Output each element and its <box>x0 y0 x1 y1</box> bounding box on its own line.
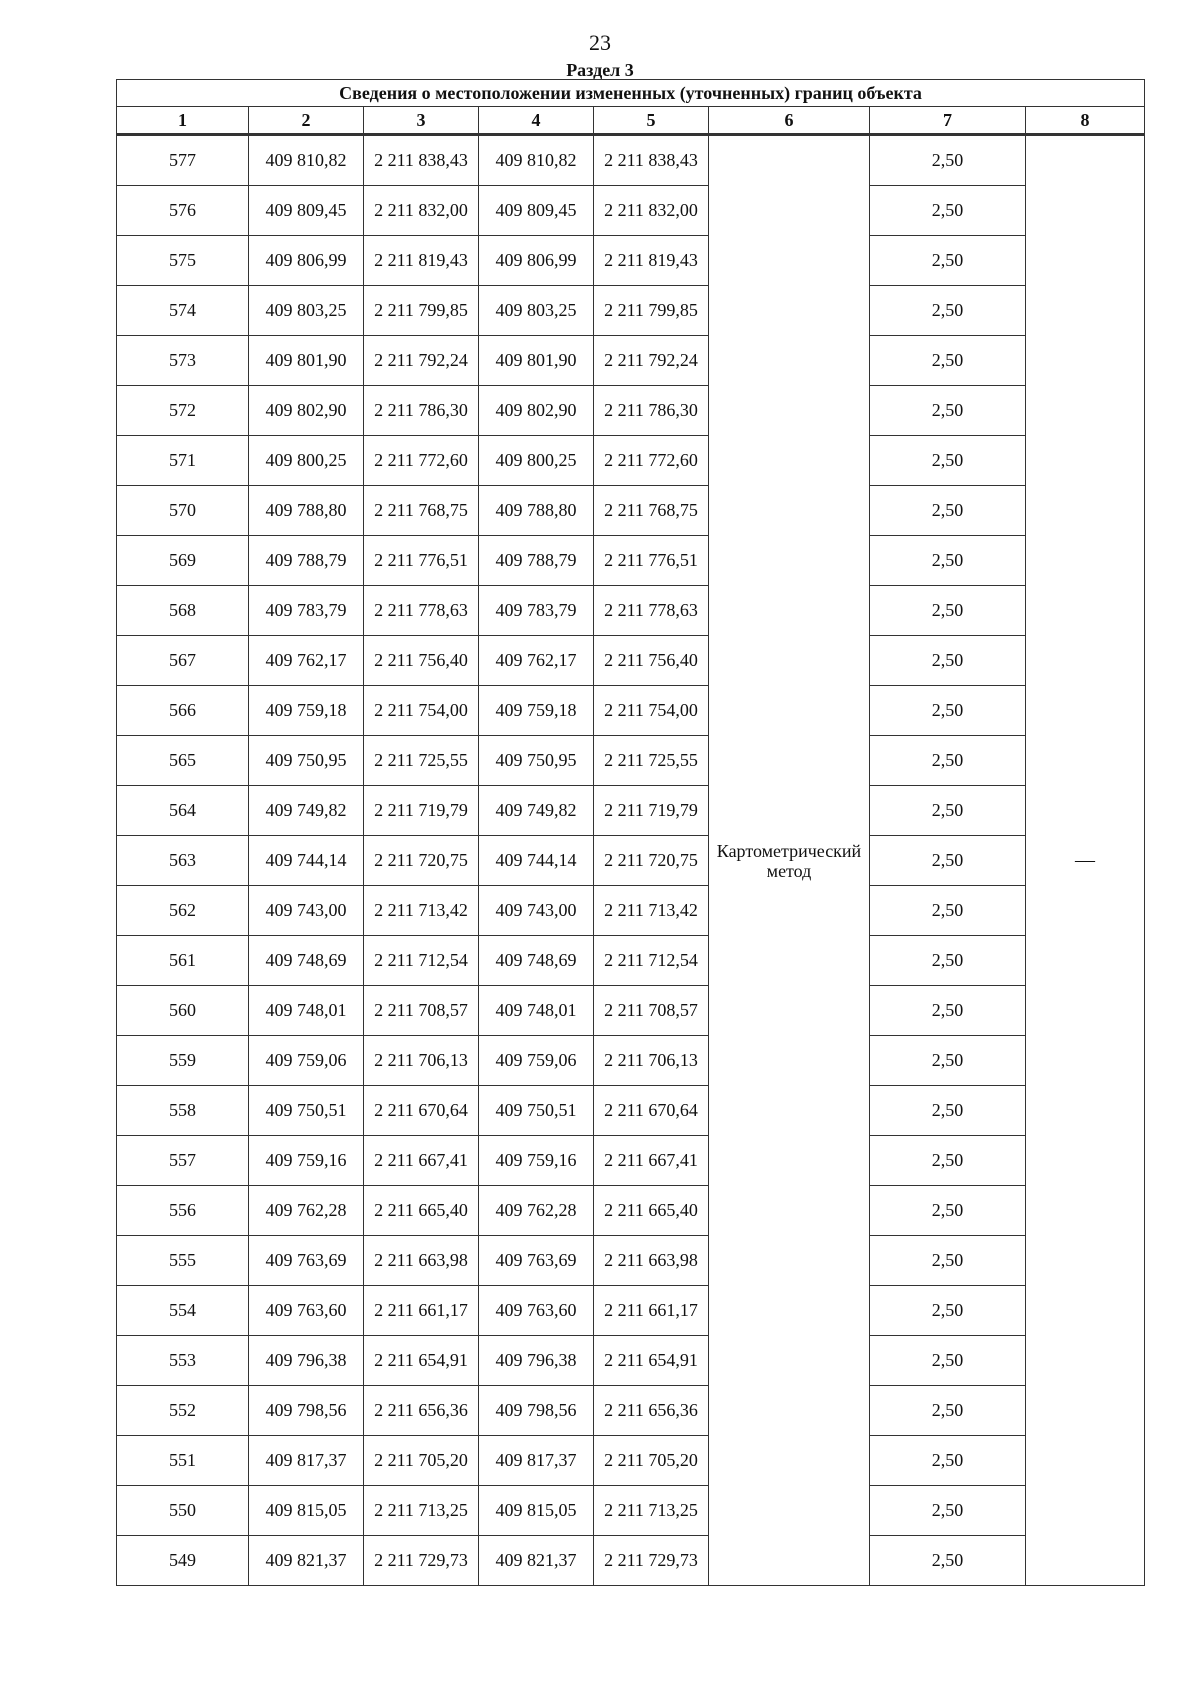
x-existing-cell: 409 763,60 <box>249 1286 364 1336</box>
x-new-cell: 409 815,05 <box>479 1486 594 1536</box>
x-existing-cell: 409 788,79 <box>249 536 364 586</box>
point-number-cell: 559 <box>117 1036 249 1086</box>
table-row <box>117 686 1145 736</box>
column-header: 2 <box>249 107 364 135</box>
x-existing-cell: 409 821,37 <box>249 1536 364 1586</box>
x-new-cell: 409 763,69 <box>479 1236 594 1286</box>
x-existing-cell: 409 762,17 <box>249 636 364 686</box>
y-existing-cell: 2 211 832,00 <box>364 186 479 236</box>
y-existing-cell: 2 211 708,57 <box>364 986 479 1036</box>
x-new-cell: 409 743,00 <box>479 886 594 936</box>
y-new-cell: 2 211 756,40 <box>594 636 709 686</box>
accuracy-cell: 2,50 <box>870 1236 1026 1286</box>
x-existing-cell: 409 806,99 <box>249 236 364 286</box>
x-new-cell: 409 748,69 <box>479 936 594 986</box>
table-row <box>117 986 1145 1036</box>
point-number-cell: 555 <box>117 1236 249 1286</box>
boundary-coordinates-table <box>116 79 1145 1586</box>
accuracy-cell: 2,50 <box>870 1136 1026 1186</box>
x-existing-cell: 409 749,82 <box>249 786 364 836</box>
y-existing-cell: 2 211 778,63 <box>364 586 479 636</box>
accuracy-cell: 2,50 <box>870 486 1026 536</box>
table-row <box>117 186 1145 236</box>
y-existing-cell: 2 211 756,40 <box>364 636 479 686</box>
x-existing-cell: 409 743,00 <box>249 886 364 936</box>
x-existing-cell: 409 748,01 <box>249 986 364 1036</box>
point-number-cell: 570 <box>117 486 249 536</box>
x-existing-cell: 409 783,79 <box>249 586 364 636</box>
section-title: Раздел 3 <box>566 60 634 80</box>
x-new-cell: 409 788,80 <box>479 486 594 536</box>
point-number-cell: 568 <box>117 586 249 636</box>
accuracy-cell: 2,50 <box>870 1386 1026 1436</box>
y-new-cell: 2 211 713,42 <box>594 886 709 936</box>
y-existing-cell: 2 211 725,55 <box>364 736 479 786</box>
table-row <box>117 1486 1145 1536</box>
accuracy-cell: 2,50 <box>870 786 1026 836</box>
point-number-cell: 564 <box>117 786 249 836</box>
y-new-cell: 2 211 754,00 <box>594 686 709 736</box>
x-new-cell: 409 801,90 <box>479 336 594 386</box>
accuracy-cell: 2,50 <box>870 636 1026 686</box>
y-new-cell: 2 211 656,36 <box>594 1386 709 1436</box>
y-new-cell: 2 211 786,30 <box>594 386 709 436</box>
x-new-cell: 409 806,99 <box>479 236 594 286</box>
accuracy-cell: 2,50 <box>870 286 1026 336</box>
point-number-cell: 562 <box>117 886 249 936</box>
point-number-cell: 577 <box>117 135 249 186</box>
point-number-cell: 551 <box>117 1436 249 1486</box>
y-existing-cell: 2 211 819,43 <box>364 236 479 286</box>
y-existing-cell: 2 211 729,73 <box>364 1536 479 1586</box>
y-existing-cell: 2 211 799,85 <box>364 286 479 336</box>
table-row <box>117 386 1145 436</box>
table-row <box>117 636 1145 686</box>
x-new-cell: 409 759,16 <box>479 1136 594 1186</box>
accuracy-cell: 2,50 <box>870 386 1026 436</box>
table-row <box>117 1036 1145 1086</box>
point-number-cell: 575 <box>117 236 249 286</box>
page-number: 23 <box>589 30 611 55</box>
y-existing-cell: 2 211 665,40 <box>364 1186 479 1236</box>
y-existing-cell: 2 211 713,42 <box>364 886 479 936</box>
accuracy-cell: 2,50 <box>870 1336 1026 1386</box>
column-header: 8 <box>1026 107 1145 135</box>
x-existing-cell: 409 759,06 <box>249 1036 364 1086</box>
table-row <box>117 786 1145 836</box>
point-number-cell: 566 <box>117 686 249 736</box>
accuracy-cell: 2,50 <box>870 1436 1026 1486</box>
table-row <box>117 1436 1145 1486</box>
accuracy-cell: 2,50 <box>870 1086 1026 1136</box>
x-existing-cell: 409 800,25 <box>249 436 364 486</box>
y-existing-cell: 2 211 772,60 <box>364 436 479 486</box>
point-number-cell: 567 <box>117 636 249 686</box>
table-row <box>117 736 1145 786</box>
y-new-cell: 2 211 705,20 <box>594 1436 709 1486</box>
point-number-cell: 549 <box>117 1536 249 1586</box>
point-number-cell: 558 <box>117 1086 249 1136</box>
y-existing-cell: 2 211 667,41 <box>364 1136 479 1186</box>
y-new-cell: 2 211 713,25 <box>594 1486 709 1536</box>
x-new-cell: 409 762,28 <box>479 1186 594 1236</box>
y-new-cell: 2 211 776,51 <box>594 536 709 586</box>
x-existing-cell: 409 750,51 <box>249 1086 364 1136</box>
y-existing-cell: 2 211 792,24 <box>364 336 479 386</box>
x-existing-cell: 409 763,69 <box>249 1236 364 1286</box>
x-new-cell: 409 798,56 <box>479 1386 594 1436</box>
table-row <box>117 1386 1145 1436</box>
accuracy-cell: 2,50 <box>870 1486 1026 1536</box>
y-existing-cell: 2 211 786,30 <box>364 386 479 436</box>
x-existing-cell: 409 801,90 <box>249 336 364 386</box>
point-number-cell: 565 <box>117 736 249 786</box>
point-number-cell: 569 <box>117 536 249 586</box>
table-row <box>117 886 1145 936</box>
x-existing-cell: 409 796,38 <box>249 1336 364 1386</box>
x-existing-cell: 409 809,45 <box>249 186 364 236</box>
x-new-cell: 409 800,25 <box>479 436 594 486</box>
point-number-cell: 561 <box>117 936 249 986</box>
point-number-cell: 557 <box>117 1136 249 1186</box>
column-header: 3 <box>364 107 479 135</box>
x-existing-cell: 409 798,56 <box>249 1386 364 1436</box>
column-header: 7 <box>870 107 1026 135</box>
point-number-cell: 553 <box>117 1336 249 1386</box>
column-header: 4 <box>479 107 594 135</box>
accuracy-cell: 2,50 <box>870 1036 1026 1086</box>
x-existing-cell: 409 815,05 <box>249 1486 364 1536</box>
accuracy-cell: 2,50 <box>870 236 1026 286</box>
column-header-row <box>117 107 1145 135</box>
accuracy-cell: 2,50 <box>870 886 1026 936</box>
y-new-cell: 2 211 819,43 <box>594 236 709 286</box>
accuracy-cell: 2,50 <box>870 1286 1026 1336</box>
y-existing-cell: 2 211 776,51 <box>364 536 479 586</box>
y-existing-cell: 2 211 706,13 <box>364 1036 479 1086</box>
y-existing-cell: 2 211 768,75 <box>364 486 479 536</box>
x-existing-cell: 409 817,37 <box>249 1436 364 1486</box>
table-row <box>117 336 1145 386</box>
table-caption: Сведения о местоположении измененных (уточненных) границ объекта <box>117 80 1145 107</box>
x-new-cell: 409 783,79 <box>479 586 594 636</box>
table-row <box>117 586 1145 636</box>
table-row <box>117 1336 1145 1386</box>
accuracy-cell: 2,50 <box>870 1186 1026 1236</box>
y-new-cell: 2 211 670,64 <box>594 1086 709 1136</box>
y-new-cell: 2 211 706,13 <box>594 1036 709 1086</box>
y-existing-cell: 2 211 720,75 <box>364 836 479 886</box>
table-row <box>117 536 1145 586</box>
x-existing-cell: 409 748,69 <box>249 936 364 986</box>
accuracy-cell: 2,50 <box>870 536 1026 586</box>
x-new-cell: 409 759,18 <box>479 686 594 736</box>
accuracy-cell: 2,50 <box>870 1536 1026 1586</box>
x-existing-cell: 409 744,14 <box>249 836 364 886</box>
y-existing-cell: 2 211 670,64 <box>364 1086 479 1136</box>
y-existing-cell: 2 211 719,79 <box>364 786 479 836</box>
y-new-cell: 2 211 725,55 <box>594 736 709 786</box>
point-number-cell: 571 <box>117 436 249 486</box>
table-row <box>117 936 1145 986</box>
y-existing-cell: 2 211 663,98 <box>364 1236 479 1286</box>
x-existing-cell: 409 762,28 <box>249 1186 364 1236</box>
x-new-cell: 409 750,51 <box>479 1086 594 1136</box>
y-new-cell: 2 211 832,00 <box>594 186 709 236</box>
y-existing-cell: 2 211 656,36 <box>364 1386 479 1436</box>
y-new-cell: 2 211 799,85 <box>594 286 709 336</box>
y-new-cell: 2 211 654,91 <box>594 1336 709 1386</box>
x-new-cell: 409 759,06 <box>479 1036 594 1086</box>
accuracy-cell: 2,50 <box>870 436 1026 486</box>
table-row <box>117 836 1145 886</box>
x-existing-cell: 409 802,90 <box>249 386 364 436</box>
x-new-cell: 409 810,82 <box>479 135 594 186</box>
accuracy-cell: 2,50 <box>870 686 1026 736</box>
x-new-cell: 409 750,95 <box>479 736 594 786</box>
point-number-cell: 550 <box>117 1486 249 1536</box>
table-row <box>117 286 1145 336</box>
y-existing-cell: 2 211 654,91 <box>364 1336 479 1386</box>
point-number-cell: 573 <box>117 336 249 386</box>
point-number-cell: 574 <box>117 286 249 336</box>
accuracy-cell: 2,50 <box>870 986 1026 1036</box>
x-existing-cell: 409 750,95 <box>249 736 364 786</box>
column-8-cell: — <box>1026 135 1145 1586</box>
y-existing-cell: 2 211 661,17 <box>364 1286 479 1336</box>
accuracy-cell: 2,50 <box>870 135 1026 186</box>
point-number-cell: 563 <box>117 836 249 886</box>
y-new-cell: 2 211 661,17 <box>594 1286 709 1336</box>
x-existing-cell: 409 788,80 <box>249 486 364 536</box>
table-row <box>117 1286 1145 1336</box>
x-existing-cell: 409 759,16 <box>249 1136 364 1186</box>
x-new-cell: 409 821,37 <box>479 1536 594 1586</box>
x-new-cell: 409 788,79 <box>479 536 594 586</box>
x-new-cell: 409 796,38 <box>479 1336 594 1386</box>
accuracy-cell: 2,50 <box>870 186 1026 236</box>
y-new-cell: 2 211 719,79 <box>594 786 709 836</box>
y-new-cell: 2 211 838,43 <box>594 135 709 186</box>
column-header: 1 <box>117 107 249 135</box>
method-cell: Картометрический метод <box>709 135 870 1586</box>
x-new-cell: 409 817,37 <box>479 1436 594 1486</box>
point-number-cell: 560 <box>117 986 249 1036</box>
column-header: 5 <box>594 107 709 135</box>
x-existing-cell: 409 810,82 <box>249 135 364 186</box>
table-row <box>117 1186 1145 1236</box>
x-existing-cell: 409 803,25 <box>249 286 364 336</box>
y-new-cell: 2 211 772,60 <box>594 436 709 486</box>
table-row <box>117 1086 1145 1136</box>
x-new-cell: 409 809,45 <box>479 186 594 236</box>
accuracy-cell: 2,50 <box>870 836 1026 886</box>
table-row <box>117 1136 1145 1186</box>
y-new-cell: 2 211 729,73 <box>594 1536 709 1586</box>
y-new-cell: 2 211 792,24 <box>594 336 709 386</box>
point-number-cell: 552 <box>117 1386 249 1436</box>
y-new-cell: 2 211 720,75 <box>594 836 709 886</box>
x-new-cell: 409 749,82 <box>479 786 594 836</box>
y-existing-cell: 2 211 713,25 <box>364 1486 479 1536</box>
x-new-cell: 409 744,14 <box>479 836 594 886</box>
table-row <box>117 236 1145 286</box>
y-new-cell: 2 211 663,98 <box>594 1236 709 1286</box>
table-row <box>117 436 1145 486</box>
table-body <box>117 135 1145 1586</box>
y-new-cell: 2 211 708,57 <box>594 986 709 1036</box>
x-new-cell: 409 802,90 <box>479 386 594 436</box>
y-new-cell: 2 211 712,54 <box>594 936 709 986</box>
accuracy-cell: 2,50 <box>870 936 1026 986</box>
table-row <box>117 1536 1145 1586</box>
accuracy-cell: 2,50 <box>870 736 1026 786</box>
accuracy-cell: 2,50 <box>870 586 1026 636</box>
y-existing-cell: 2 211 838,43 <box>364 135 479 186</box>
y-new-cell: 2 211 768,75 <box>594 486 709 536</box>
y-new-cell: 2 211 667,41 <box>594 1136 709 1186</box>
x-new-cell: 409 803,25 <box>479 286 594 336</box>
table-row <box>117 1236 1145 1286</box>
x-new-cell: 409 762,17 <box>479 636 594 686</box>
point-number-cell: 572 <box>117 386 249 436</box>
y-existing-cell: 2 211 712,54 <box>364 936 479 986</box>
y-existing-cell: 2 211 754,00 <box>364 686 479 736</box>
table-row <box>117 135 1145 186</box>
x-existing-cell: 409 759,18 <box>249 686 364 736</box>
x-new-cell: 409 763,60 <box>479 1286 594 1336</box>
x-new-cell: 409 748,01 <box>479 986 594 1036</box>
point-number-cell: 556 <box>117 1186 249 1236</box>
y-new-cell: 2 211 778,63 <box>594 586 709 636</box>
point-number-cell: 554 <box>117 1286 249 1336</box>
y-new-cell: 2 211 665,40 <box>594 1186 709 1236</box>
column-header: 6 <box>709 107 870 135</box>
y-existing-cell: 2 211 705,20 <box>364 1436 479 1486</box>
point-number-cell: 576 <box>117 186 249 236</box>
accuracy-cell: 2,50 <box>870 336 1026 386</box>
table-row <box>117 486 1145 536</box>
